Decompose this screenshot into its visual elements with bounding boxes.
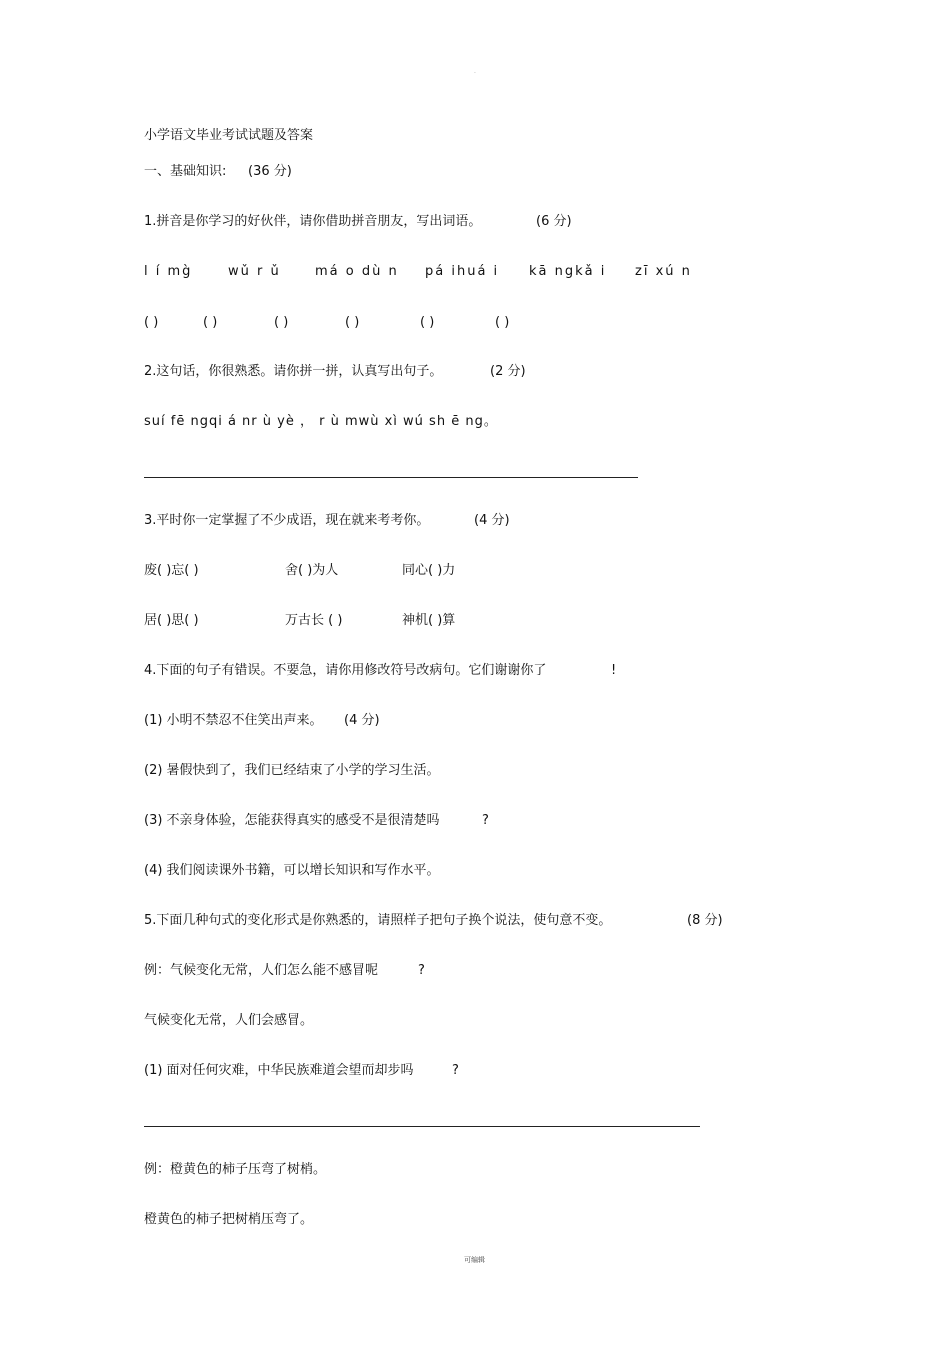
- answer-line[interactable]: [144, 477, 638, 478]
- idiom-blank[interactable]: 废( )忘( ): [144, 563, 199, 578]
- idiom-blank[interactable]: 同心( )力: [402, 563, 456, 578]
- question-2-pinyin-sentence: suí fē ngqi á nr ù yè ， r ù mwù xì wú sh ē ng。: [144, 414, 498, 429]
- idiom-blank[interactable]: 舍( )为人: [285, 563, 339, 578]
- answer-blank[interactable]: ( ): [203, 315, 218, 330]
- answer-blank[interactable]: ( ): [495, 315, 510, 330]
- question-3-points: (4 分): [474, 513, 510, 528]
- answer-blank[interactable]: ( ): [345, 315, 360, 330]
- sentence-2: (2) 暑假快到了，我们已经结束了小学的学习生活。: [144, 763, 440, 778]
- sentence-1-points: (4 分): [344, 713, 380, 728]
- question-1-points: (6 分): [536, 214, 572, 229]
- idiom-blank[interactable]: 万古长 ( ): [285, 613, 343, 628]
- example-1-question-mark: ?: [418, 963, 425, 978]
- example-1-answer: 气候变化无常，人们会感冒。: [144, 1013, 314, 1028]
- question-5-points: (8 分): [687, 913, 723, 928]
- section-label: 一、基础知识:: [144, 164, 227, 179]
- pinyin-word: zī xú n: [635, 264, 692, 279]
- question-1-text: 1.拼音是你学习的好伙伴，请你借助拼音朋友，写出词语。: [144, 214, 482, 229]
- question-2-points: (2 分): [490, 364, 526, 379]
- answer-blank[interactable]: ( ): [420, 315, 435, 330]
- pinyin-word: pá ihuá i: [425, 264, 500, 279]
- example-2-answer: 橙黄色的柿子把树梢压弯了。: [144, 1212, 314, 1227]
- sentence-3-question-mark: ?: [482, 813, 489, 828]
- idiom-row-1: [144, 562, 744, 580]
- question-5-text: 5.下面几种句式的变化形式是你熟悉的，请照样子把句子换个说法，使句意不变。: [144, 913, 612, 928]
- pinyin-word: wǔ r ǔ: [228, 264, 281, 279]
- answer-blank[interactable]: ( ): [144, 315, 159, 330]
- question-4-exclaim: !: [611, 663, 617, 678]
- pinyin-word: kā ngkǎ i: [529, 264, 607, 279]
- question-1-pinyin-row: [144, 263, 744, 281]
- page-dot-mark: ·: [474, 70, 476, 77]
- section-points: (36 分): [248, 164, 292, 179]
- page-footer: 可编辑: [464, 1256, 485, 1264]
- sentence-1-text: (1) 小明不禁忍不住笑出声来。: [144, 713, 323, 728]
- rewrite-sentence-1-question-mark: ?: [452, 1063, 459, 1078]
- answer-blank[interactable]: ( ): [274, 315, 289, 330]
- idiom-blank[interactable]: 神机( )算: [402, 613, 456, 628]
- question-4-text: 4.下面的句子有错误。不要急，请你用修改符号改病句。它们谢谢你了: [144, 663, 547, 678]
- page-title: 小学语文毕业考试试题及答案: [144, 128, 314, 143]
- idiom-row-2: [144, 612, 744, 630]
- question-2-text: 2.这句话，你很熟悉。请你拼一拼，认真写出句子。: [144, 364, 443, 379]
- sentence-4: (4) 我们阅读课外书籍，可以增长知识和写作水平。: [144, 863, 440, 878]
- example-2: 例：橙黄色的柿子压弯了树梢。: [144, 1162, 327, 1177]
- question-1-answer-blanks: [144, 314, 744, 332]
- sentence-3-text: (3) 不亲身体验，怎能获得真实的感受不是很清楚吗: [144, 813, 440, 828]
- pinyin-word: l í mg̀: [144, 264, 193, 279]
- rewrite-sentence-1-text: (1) 面对任何灾难，中华民族难道会望而却步吗: [144, 1063, 414, 1078]
- example-1-text: 例：气候变化无常，人们怎么能不感冒呢: [144, 963, 379, 978]
- answer-line[interactable]: [144, 1126, 700, 1127]
- pinyin-word: má o dù n: [315, 264, 399, 279]
- question-3-text: 3.平时你一定掌握了不少成语，现在就来考考你。: [144, 513, 430, 528]
- idiom-blank[interactable]: 居( )思( ): [144, 613, 199, 628]
